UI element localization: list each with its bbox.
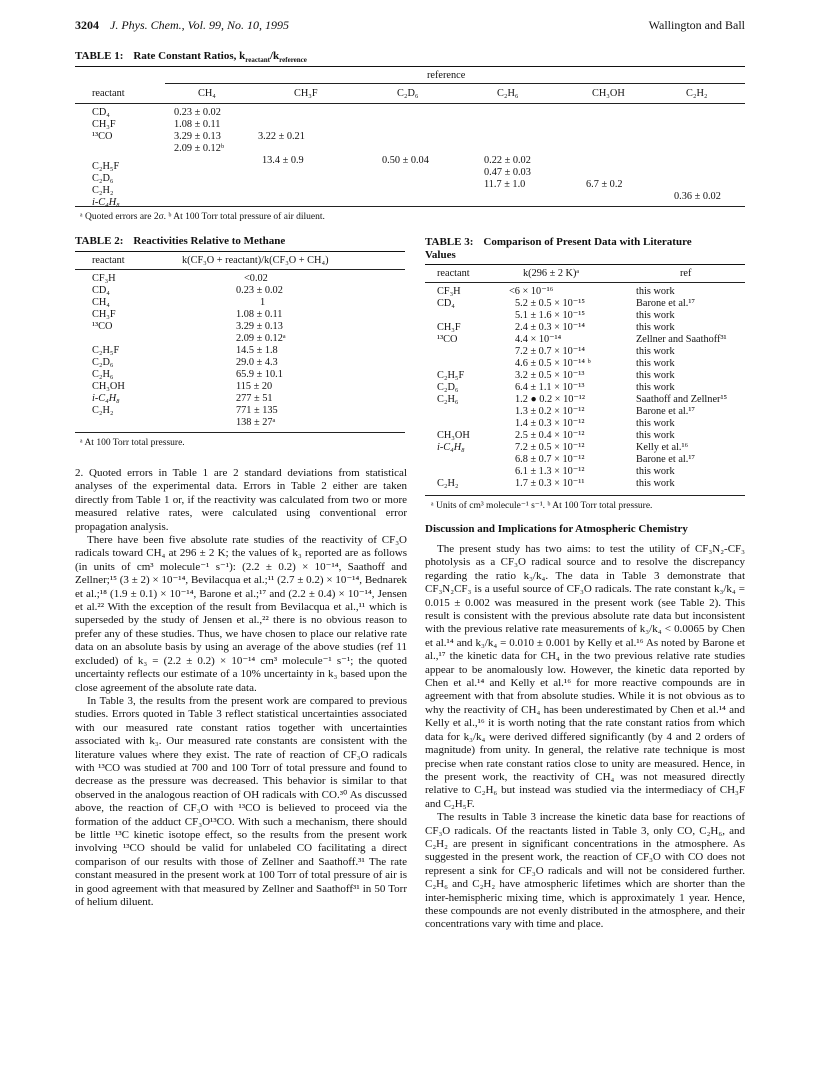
table2-col-value: k(CF₃O + reactant)/k(CF₃O + CH₄) xyxy=(182,255,329,266)
table-cell: 1.08 ± 0.11 xyxy=(236,309,283,320)
table1-title-main: Rate Constant Ratios, k xyxy=(133,50,246,62)
table-cell xyxy=(92,143,120,155)
table3-title-line1: Comparison of Present Data with Literature xyxy=(483,236,692,248)
table-cell: 11.7 ± 1.0 xyxy=(484,179,526,190)
table-cell: C₂H₆ xyxy=(437,394,459,405)
table-cell: Zellner and Saathoff³¹ xyxy=(636,334,727,345)
table3-col-ref: ref xyxy=(680,268,692,279)
table-cell: this work xyxy=(636,418,675,429)
table-cell: 6.8 ± 0.7 × 10⁻¹² xyxy=(515,454,585,465)
table2-value-column xyxy=(236,273,286,429)
table-cell: CH₃OH xyxy=(437,430,470,441)
table-cell: ¹³CO xyxy=(92,321,113,332)
table-cell xyxy=(437,406,470,418)
table-cell: 0.23 ± 0.02 xyxy=(174,107,221,118)
table-cell: 1 xyxy=(260,297,266,308)
table2-caption xyxy=(75,235,285,247)
journal-citation: J. Phys. Chem., Vol. 99, No. 10, 1995 xyxy=(110,18,289,32)
table3-caption-line1 xyxy=(425,236,745,249)
table-cell xyxy=(437,310,470,322)
table-cell: C₂H₂ xyxy=(92,405,114,416)
left-column-text xyxy=(75,467,407,909)
table-cell: C₂H₅F xyxy=(92,161,120,172)
table1-title-sub1: reactant xyxy=(245,56,270,65)
table-cell: i-C₄H₈ xyxy=(92,393,120,404)
table1-title-mid: /k xyxy=(269,50,280,62)
table-cell: <6 × 10⁻¹⁶ xyxy=(509,286,554,297)
table-cell: C₂D₆ xyxy=(437,382,459,393)
table-cell: CD₄ xyxy=(92,107,110,118)
table2-header-rule xyxy=(75,269,405,270)
table-cell: Saathoff and Zellner¹⁵ xyxy=(636,394,728,405)
table1-label: TABLE 1: xyxy=(75,50,124,62)
table1-col-ch3oh: CH₃OH xyxy=(592,88,625,99)
table-cell xyxy=(437,466,470,478)
table-cell: 1.3 ± 0.2 × 10⁻¹² xyxy=(515,406,585,417)
table3-caption xyxy=(425,236,745,262)
table3-col-reactant: reactant xyxy=(437,268,470,279)
table1-title-sub2: reference xyxy=(279,56,307,65)
table-cell: i-C₄H₈ xyxy=(437,442,465,453)
section-heading: Discussion and Implications for Atmospheric Chemistry xyxy=(425,523,688,535)
table-cell: 138 ± 27ᵃ xyxy=(236,417,276,428)
paragraph: There have been five absolute rate studies of the reactivity of CF₃O radicals toward CH₄ at 296 ± 2 K; the values of k₃ reported are as follows (in units of cm³ molecule⁻¹ s⁻¹): (2.2 ± 0.2) × 10⁻¹⁴, Saathoff and Zellner;¹⁵ (3 ± 2) × 10⁻¹⁴, Bevilacqua et al.;¹¹ (2.7 ± 0.2) × 10⁻¹⁴, Bednarek et al.;¹⁸ (1.9 ± 0.1) × 10⁻¹⁴, Barone et al.;¹⁷ and (2.2 ± 0.4) × 10⁻¹⁴, Jensen et al.²² With the exception of the result from Bevilacqua et al.,¹¹ which is superseded by the study of Jensen et al.,²² there is no obvious reason to prefer any of these studies. Thus, we have chosen to place our relative rate data on an absolute basis by using an average of the above studies (ref 11 excluded) of k₃ = (2.2 ± 0.2) × 10⁻¹⁴ cm³ molecule⁻¹ s⁻¹; the quoted uncertainty reflects our estimate of a 10% uncertainty in k₃ based upon the close agreement of the absolute rate data. xyxy=(75,534,407,694)
table1-col-c2h6: C₂H₆ xyxy=(497,88,519,99)
table1-col-c2h2: C₂H₂ xyxy=(686,88,708,99)
table3-label: TABLE 3: xyxy=(425,236,474,248)
table2-label: TABLE 2: xyxy=(75,235,124,247)
header-authors: Wallington and Ball xyxy=(648,18,745,32)
table2-bottom-rule xyxy=(75,432,405,433)
table1-footnote: ᵃ Quoted errors are 2σ. ᵇ At 100 Torr total pressure of air diluent. xyxy=(80,212,325,222)
table-cell: this work xyxy=(636,286,675,297)
table-cell: CH₃F xyxy=(92,119,116,130)
table-cell: this work xyxy=(636,310,675,321)
table-cell: CH₃F xyxy=(92,309,116,320)
table-cell: this work xyxy=(636,382,675,393)
table-cell: C₂H₆ xyxy=(92,369,114,380)
table-cell xyxy=(437,346,470,358)
table1-col-reactant: reactant xyxy=(92,88,125,99)
table-cell: this work xyxy=(636,358,675,369)
table-cell: this work xyxy=(636,322,675,333)
table2-footnote: ᵃ At 100 Torr total pressure. xyxy=(80,438,185,448)
table-cell: 771 ± 135 xyxy=(236,405,278,416)
table-cell: 6.1 ± 1.3 × 10⁻¹² xyxy=(515,466,585,477)
table3-header-rule xyxy=(425,282,745,283)
table-cell: Barone et al.¹⁷ xyxy=(636,454,695,465)
table-cell: 1.4 ± 0.3 × 10⁻¹² xyxy=(515,418,585,429)
page-number: 3204 xyxy=(75,18,99,32)
table-cell: 3.22 ± 0.21 xyxy=(258,131,305,142)
table-cell: C₂H₅F xyxy=(437,370,465,381)
table-cell: i-C₄H₈ xyxy=(92,197,120,208)
table-cell: 29.0 ± 4.3 xyxy=(236,357,278,368)
table-cell: CF₃H xyxy=(437,286,461,297)
table-cell: CH₄ xyxy=(92,297,110,308)
table1-title xyxy=(133,50,307,65)
table-cell: CD₄ xyxy=(437,298,455,309)
table-cell xyxy=(437,454,470,466)
paragraph: In Table 3, the results from the present work are compared to previous studies. Errors quoted in Table 3 reflect statistical uncertainties associated with our measured rate constant ratios together with uncertainties associated with k₃. Our measured rate constants are consistent with the literature values where they exist. The rate of reaction of CF₃O radicals with ¹³CO was studied at 700 and 100 Torr of total pressure and found to decrease as the pressure was decreased. This behavior is similar to that observed in the analogous reaction of OH radicals with CO.³⁰ As discussed above, the reaction of CF₃O with ¹³CO is believed to proceed via the formation of the adduct CF₃O¹³CO. With such a mechanism, there should be little ¹³C kinetic isotope effect, so the results from the present work involving ¹³CO should be valid for unlabeled CO facilitating a direct comparison of our results with those of Zellner and Saathoff.³¹ The rate constant measured in the present work at 100 Torr of total pressure of air is in good agreement with that measured by Zellner and Saathoff³¹ in 50 Torr of helium diluent. xyxy=(75,694,407,908)
table1-caption xyxy=(75,50,307,65)
paragraph: The present study has two aims: to test the utility of CF₃N₂-CF₃ photolysis as a CF₃O radical source and to resolve the discrepancy regarding the ratio k₃/k₄. The data in Table 3 demonstrate that CF₃N₂CF₃ is a useful source of CF₃O radicals. The rate constant k₃/k₄ = 0.015 ± 0.002 was measured in the present work (see Table 2). This result is consistent with the previous absolute rate data but inconsistent with the previous relative rate measurements of k₃/k₄ < 0.0065 by Chen et al.¹⁴ and k₃/k₄ = 0.010 ± 0.001 by Kelly et al.¹⁶ As noted by Barone et al.,¹⁷ the kinetic data for CH₄ in the two previous relative rate studies appear to be anomalously low. However, the kinetic data reported by Chen et al.¹⁴ and Kelly et al.¹⁶ for more reactive compounds are in agreement with that from absolute studies. While it is not obvious as to why the reactivity of CH₄ has been underestimated by Chen et al.¹⁴ and Kelly et al.,¹⁶ it is worth noting that the rate constant ratios from which data for k₃/k₄ were derived differed significantly (by 4 and 2 orders of magnitude) from unity. In general, the relative rate technique is most precise when rate constant ratios close to unity are measured. Hence, in the present work, the reactivity of CH₄ was not measured directly relative to C₂H₆ but instead was studied via the intermediacy of CH₃F and C₂H₅F. xyxy=(425,543,745,810)
table-cell: 3.29 ± 0.13 xyxy=(236,321,283,332)
table-cell: 0.50 ± 0.04 xyxy=(382,155,429,166)
table3-col-k: k(296 ± 2 K)ᵃ xyxy=(523,268,580,279)
table-cell: 0.47 ± 0.03 xyxy=(484,167,531,178)
table-cell xyxy=(92,417,125,429)
table-cell: 0.36 ± 0.02 xyxy=(674,191,721,202)
table-cell: this work xyxy=(636,430,675,441)
table1-col-c2d6: C₂D₆ xyxy=(397,88,419,99)
table-cell: 1.7 ± 0.3 × 10⁻¹¹ xyxy=(515,478,585,489)
table-cell: 2.09 ± 0.12ᵃ xyxy=(236,333,286,344)
table-cell: 2.5 ± 0.4 × 10⁻¹² xyxy=(515,430,585,441)
table-cell: 5.2 ± 0.5 × 10⁻¹⁵ xyxy=(515,298,585,309)
table-cell: C₂H₂ xyxy=(92,185,114,196)
table-cell xyxy=(92,333,125,345)
table-cell: 3.29 ± 0.13 xyxy=(174,131,221,142)
table1-top-rule xyxy=(75,66,745,67)
table3-title-line2: Values xyxy=(425,249,456,261)
table-cell xyxy=(437,358,470,370)
table-cell: 0.23 ± 0.02 xyxy=(236,285,283,296)
table-cell: 6.4 ± 1.1 × 10⁻¹³ xyxy=(515,382,585,393)
table1-col-ch4: CH₄ xyxy=(198,88,216,99)
table-cell: Barone et al.¹⁷ xyxy=(636,406,695,417)
table-cell: 5.1 ± 1.6 × 10⁻¹⁵ xyxy=(515,310,585,321)
running-header xyxy=(75,18,745,34)
table-cell: CH₃OH xyxy=(92,381,125,392)
table-cell: CH₃F xyxy=(437,322,461,333)
table1-group-header: reference xyxy=(427,70,466,81)
table-cell: ¹³CO xyxy=(437,334,458,345)
table-cell: this work xyxy=(636,466,675,477)
table-cell: 6.7 ± 0.2 xyxy=(586,179,623,190)
table-cell: 13.4 ± 0.9 xyxy=(262,155,304,166)
table3-reactant-column xyxy=(437,286,470,490)
table-cell: 2.09 ± 0.12ᵇ xyxy=(174,143,225,154)
right-column-text xyxy=(425,543,745,932)
table3-footnote: ᵃ Units of cm³ molecule⁻¹ s⁻¹. ᵇ At 100 Torr total pressure. xyxy=(431,501,653,511)
table3-bottom-rule xyxy=(425,495,745,496)
table2-col-reactant: reactant xyxy=(92,255,125,266)
table-cell: 277 ± 51 xyxy=(236,393,273,404)
table-cell: 2.4 ± 0.3 × 10⁻¹⁴ xyxy=(515,322,585,333)
paragraph: The results in Table 3 increase the kinetic data base for reactions of CF₃O radicals. Of the reactants listed in Table 3, only CO, C₂H₆, and C₂H₂ are present in significant concentrations in the atmosphere. As suggested in the present work, the reaction of CF₃O with CO does not represent a sink for CF₃O radicals and will not be considered further. C₂H₆ and C₂H₂ have atmospheric lifetimes which are shorter than the inter-hemispheric mixing time, which is approximately 1 year. Hence, these compounds are not evenly distributed in the atmosphere, and their concentrations vary with time and place. xyxy=(425,811,745,931)
table-cell: C₂H₂ xyxy=(437,478,459,489)
table-cell: CF₃H xyxy=(92,273,116,284)
table3-k-column xyxy=(509,286,591,490)
table-cell: Kelly et al.¹⁶ xyxy=(636,442,689,453)
table-cell: 4.6 ± 0.5 × 10⁻¹⁴ ᵇ xyxy=(515,358,591,369)
table-cell xyxy=(437,418,470,430)
table3-top-rule xyxy=(425,264,745,265)
table-cell: this work xyxy=(636,478,675,489)
table-cell: 115 ± 20 xyxy=(236,381,273,392)
paragraph: 2. Quoted errors in Table 1 are 2 standard deviations from statistical analyses of the experimental data. Errors in Table 2 either are taken directly from Table 1 or, if the reactivity was calculated from two or more measured relative rates, were calculated using conventional error propagation analysis. xyxy=(75,467,407,533)
table-cell: 4.4 × 10⁻¹⁴ xyxy=(515,334,562,345)
table-cell: ¹³CO xyxy=(92,131,113,142)
table-cell: C₂H₅F xyxy=(92,345,120,356)
table-cell: 1.08 ± 0.11 xyxy=(174,119,221,130)
table2-reactant-column xyxy=(92,273,125,429)
table-cell: <0.02 xyxy=(244,273,268,284)
table1-c2h6-values xyxy=(484,155,531,191)
table-cell: CD₄ xyxy=(92,285,110,296)
table1-header-rule xyxy=(75,103,745,104)
table-cell: Barone et al.¹⁷ xyxy=(636,298,695,309)
table-cell: this work xyxy=(636,346,675,357)
table-cell: 14.5 ± 1.8 xyxy=(236,345,278,356)
table-cell: C₂D₆ xyxy=(92,173,114,184)
table2-top-rule xyxy=(75,251,405,252)
table1-group-rule xyxy=(165,83,745,84)
table1-col-ch3f: CH₃F xyxy=(294,88,318,99)
table-cell: C₂D₆ xyxy=(92,357,114,368)
table-cell: 7.2 ± 0.7 × 10⁻¹⁴ xyxy=(515,346,585,357)
table-cell: 1.2 ● 0.2 × 10⁻¹² xyxy=(515,394,585,405)
table-cell: this work xyxy=(636,370,675,381)
table1-reactant-column xyxy=(92,107,120,209)
header-left xyxy=(75,18,289,33)
table-cell: 0.22 ± 0.02 xyxy=(484,155,531,166)
table1-ch4-values xyxy=(174,107,224,155)
table1-bottom-rule xyxy=(75,206,745,207)
table-cell: 65.9 ± 10.1 xyxy=(236,369,283,380)
table-cell: 7.2 ± 0.5 × 10⁻¹² xyxy=(515,442,585,453)
table2-title: Reactivities Relative to Methane xyxy=(133,235,286,247)
table-cell: 3.2 ± 0.5 × 10⁻¹³ xyxy=(515,370,585,381)
table3-ref-column xyxy=(636,286,727,490)
